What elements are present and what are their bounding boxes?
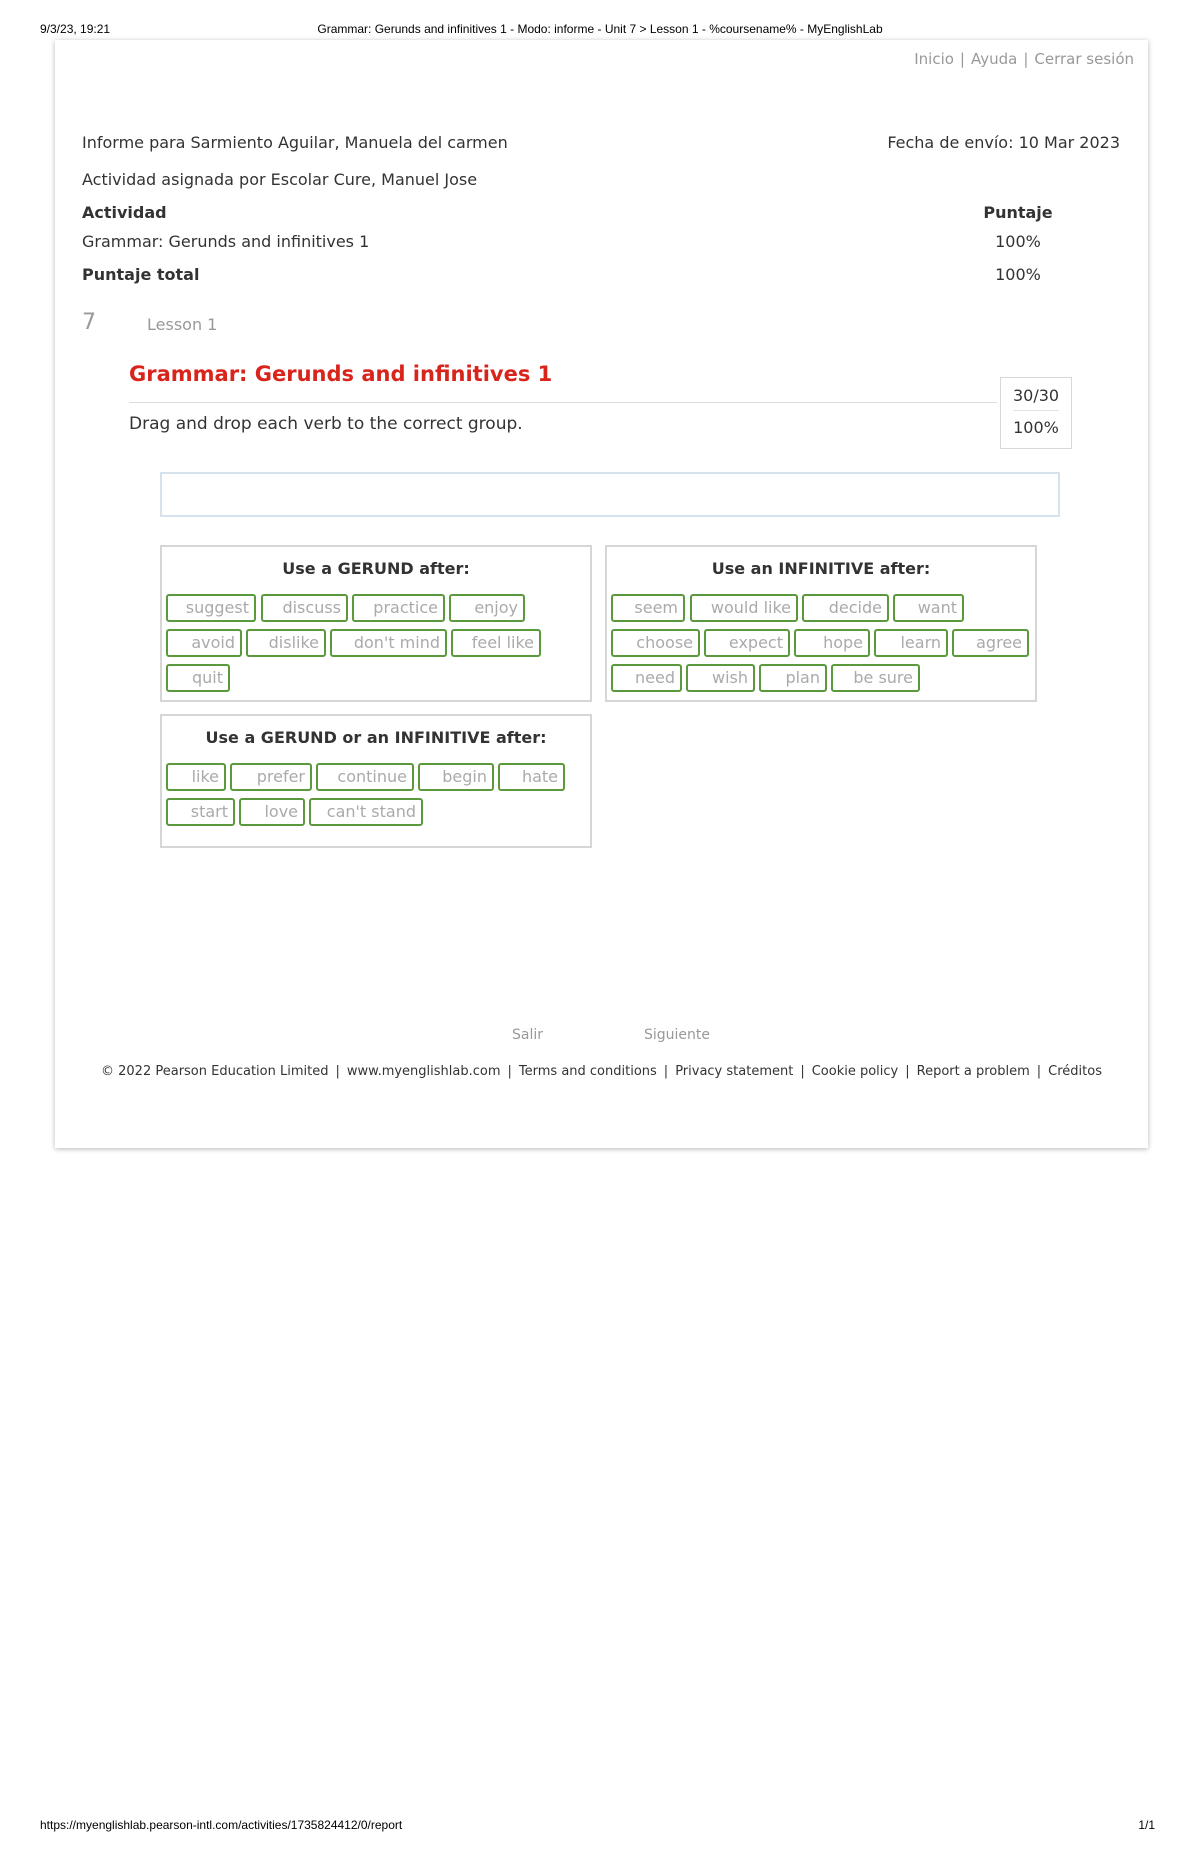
gerund-chip[interactable]: feel like (451, 629, 541, 657)
gerund-chip[interactable]: dislike (246, 629, 326, 657)
gerund-group[interactable] (160, 545, 592, 702)
infinitive-chip[interactable]: expect (704, 629, 790, 657)
infinitive-chip[interactable]: want (893, 594, 964, 622)
logout-link[interactable]: Cerrar sesión (1034, 50, 1134, 68)
score-percent: 100% (1013, 418, 1059, 437)
print-page-title: Grammar: Gerunds and infinitives 1 - Modo: informe - Unit 7 > Lesson 1 - %coursename% - MyEnglishLab (317, 22, 883, 36)
gerund-group-title: Use a GERUND after: (282, 559, 470, 578)
gerund-chip[interactable]: suggest (166, 594, 256, 622)
submission-date: Fecha de envío: 10 Mar 2023 (887, 133, 1120, 152)
infinitive-chip[interactable]: seem (611, 594, 685, 622)
help-link[interactable]: Ayuda (970, 50, 1018, 68)
next-button[interactable]: Siguiente (644, 1027, 711, 1043)
gerund-or-infinitive-group[interactable] (160, 714, 592, 848)
infinitive-chip[interactable]: plan (759, 664, 827, 692)
infinitive-chip[interactable]: be sure (831, 664, 920, 692)
footer-link-credits[interactable]: Créditos (1048, 1064, 1102, 1079)
footer-link-site[interactable]: www.myenglishlab.com (346, 1064, 501, 1079)
footer-link-report-problem[interactable]: Report a problem (916, 1064, 1030, 1079)
gerund-chip[interactable]: don't mind (330, 629, 447, 657)
infinitive-chip[interactable]: would like (690, 594, 798, 622)
print-page-number: 1/1 (1138, 1818, 1155, 1832)
activity-instructions: Drag and drop each verb to the correct group. (129, 414, 523, 434)
infinitive-chip[interactable]: decide (802, 594, 889, 622)
infinitive-chip[interactable]: learn (874, 629, 948, 657)
gerund-or-infinitive-chip[interactable]: begin (418, 763, 494, 791)
footer-link-cookie[interactable]: Cookie policy (811, 1064, 899, 1079)
infinitive-chip[interactable]: need (611, 664, 682, 692)
page-footer: © 2022 Pearson Education Limited | www.myenglishlab.com | Terms and conditions | Privacy statement | Cookie policy | Report a problem | Créditos (101, 1064, 1102, 1079)
lesson-label: Lesson 1 (147, 315, 218, 334)
score-box (1000, 377, 1072, 449)
activity-name: Grammar: Gerunds and infinitives 1 (82, 232, 370, 251)
print-url: https://myenglishlab.pearson-intl.com/activities/1735824412/0/report (40, 1818, 403, 1832)
gerund-chip[interactable]: discuss (261, 594, 348, 622)
gerund-chip[interactable]: enjoy (449, 594, 525, 622)
exit-button[interactable]: Salir (512, 1027, 544, 1043)
score-column-header: Puntaje (983, 203, 1053, 222)
infinitive-chip[interactable]: agree (952, 629, 1029, 657)
copyright: © 2022 Pearson Education Limited (101, 1064, 329, 1079)
home-link[interactable]: Inicio (914, 50, 954, 68)
gerund-or-infinitive-chip[interactable]: start (166, 798, 235, 826)
unit-number: 7 (82, 310, 96, 335)
report-card (55, 40, 1148, 1148)
top-nav (914, 50, 1134, 68)
nav-separator: | (959, 50, 965, 68)
gerund-chip[interactable]: avoid (166, 629, 242, 657)
gerund-chip[interactable]: quit (166, 664, 230, 692)
infinitive-group[interactable] (605, 545, 1037, 702)
activity-title: Grammar: Gerunds and infinitives 1 (129, 362, 553, 386)
score-points: 30/30 (1013, 386, 1059, 411)
total-score-label: Puntaje total (82, 265, 200, 284)
activity-score: 100% (995, 232, 1041, 251)
nav-separator: | (1023, 50, 1029, 68)
infinitive-chip[interactable]: hope (794, 629, 870, 657)
gerund-or-infinitive-chip[interactable]: hate (498, 763, 565, 791)
gerund-or-infinitive-chip[interactable]: love (239, 798, 305, 826)
footer-link-terms[interactable]: Terms and conditions (518, 1064, 657, 1079)
print-datetime: 9/3/23, 19:21 (40, 22, 111, 36)
gerund-or-infinitive-group-title: Use a GERUND or an INFINITIVE after: (205, 728, 547, 747)
activity-column-header: Actividad (82, 203, 167, 222)
gerund-chip[interactable]: practice (352, 594, 445, 622)
gerund-or-infinitive-chip[interactable]: like (166, 763, 226, 791)
title-divider (129, 402, 997, 403)
infinitive-chip[interactable]: choose (611, 629, 700, 657)
gerund-or-infinitive-chip[interactable]: prefer (230, 763, 312, 791)
gerund-or-infinitive-chip[interactable]: can't stand (309, 798, 423, 826)
footer-link-privacy[interactable]: Privacy statement (675, 1064, 794, 1079)
student-report-label: Informe para Sarmiento Aguilar, Manuela del carmen (82, 133, 508, 152)
drag-source-area[interactable] (160, 472, 1060, 517)
infinitive-chip[interactable]: wish (686, 664, 755, 692)
infinitive-group-title: Use an INFINITIVE after: (711, 559, 931, 578)
gerund-or-infinitive-chip[interactable]: continue (316, 763, 414, 791)
total-score: 100% (995, 265, 1041, 284)
assigned-by: Actividad asignada por Escolar Cure, Manuel Jose (82, 170, 478, 189)
